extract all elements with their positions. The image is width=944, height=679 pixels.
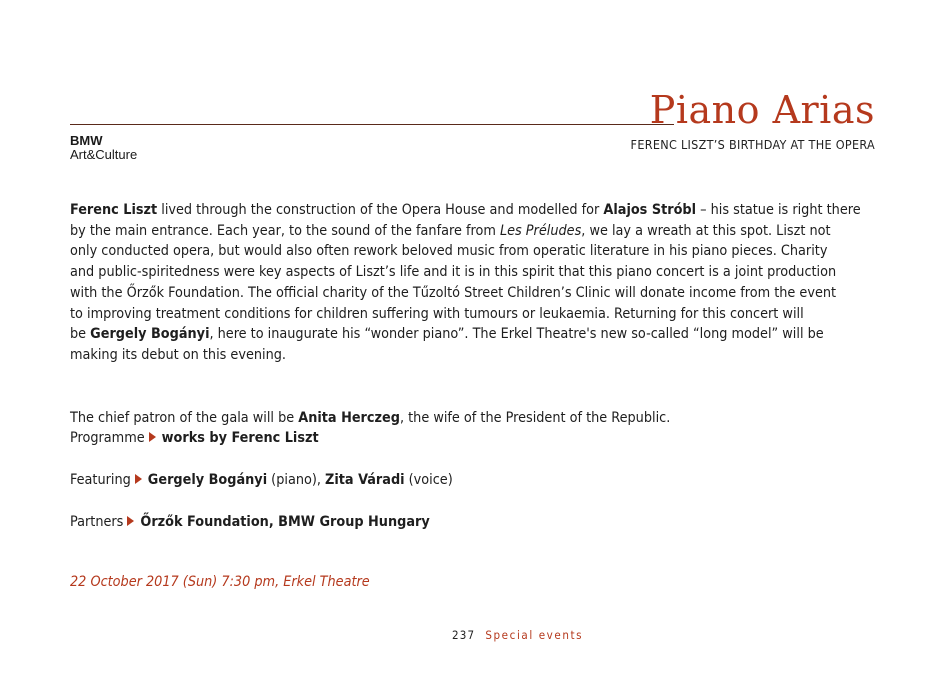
- logo-brand: BMW: [70, 133, 103, 148]
- triangle-arrow-icon: [135, 474, 142, 484]
- intro-name-strobl: Alajos Stróbl: [603, 202, 697, 218]
- bmw-art-culture-logo: [70, 134, 137, 162]
- programme-line: [70, 428, 870, 449]
- intro-line-8: making its debut on this evening.: [70, 346, 287, 363]
- intro-line-3: only conducted opera, but would also often rework beloved music from operatic literature in his piano pieces. Charity: [70, 243, 828, 260]
- patron-line: The chief patron of the gala will be Anita Herczeg, the wife of the President of the Republic.: [70, 409, 671, 426]
- programme-value: works by Ferenc Liszt: [161, 430, 319, 447]
- intro-line-6: to improving treatment conditions for children suffering with tumours or leukaemia. Returning for this concert will: [70, 305, 804, 322]
- page-title: Piano Arias: [649, 88, 875, 132]
- article-body: [70, 200, 870, 532]
- intro-line-5: with the Őrzők Foundation. The official charity of the Tűzoltó Street Children’s Clinic will donate income from the event: [70, 284, 837, 301]
- intro-name-liszt: Ferenc Liszt: [70, 202, 158, 218]
- partners-label: Partners: [70, 513, 124, 530]
- featuring-line: Featuring Gergely Bogányi (piano), Zita Váradi (voice): [70, 472, 453, 489]
- patron-name: Anita Herczeg: [298, 409, 400, 426]
- section-name: Special events: [485, 628, 584, 642]
- event-date: 22 October 2017 (Sun) 7:30 pm, Erkel Theatre: [70, 574, 370, 590]
- partners-value: Őrzők Foundation, BMW Group Hungary: [140, 513, 430, 530]
- featuring-name-1: Gergely Bogányi: [147, 472, 268, 489]
- intro-name-boganyi: Gergely Bogányi: [90, 326, 210, 343]
- intro-work-title: Les Préludes: [499, 222, 582, 239]
- programme-label: Programme: [70, 430, 145, 447]
- page-subtitle: FERENC LISZT’S BIRTHDAY AT THE OPERA: [630, 137, 875, 152]
- featuring-label: Featuring: [70, 472, 131, 489]
- intro-line-7: be Gergely Bogányi, here to inaugurate his “wonder piano”. The Erkel Theatre's new so-called “long model” will be: [70, 326, 824, 343]
- partners-line: [70, 512, 870, 533]
- intro-paragraph: [70, 200, 870, 366]
- page-footer: [452, 628, 583, 642]
- page-number: 237: [452, 628, 476, 642]
- intro-line-2: by the main entrance. Each year, to the sound of the fanfare from Les Préludes, we lay a wreath at this spot. Liszt not: [70, 222, 831, 239]
- featuring-name-2: Zita Váradi: [325, 472, 405, 489]
- logo-subtitle: Art&Culture: [70, 147, 138, 162]
- header-rule: [70, 124, 674, 125]
- intro-line-1: Ferenc Liszt lived through the construction of the Opera House and modelled for Alajos Stróbl – his statue is right there: [70, 202, 861, 218]
- triangle-arrow-icon: [127, 516, 134, 526]
- triangle-arrow-icon: [149, 432, 156, 442]
- intro-line-4: and public-spiritedness were key aspects of Liszt’s life and it is in this spirit that this piano concert is a joint production: [70, 264, 837, 281]
